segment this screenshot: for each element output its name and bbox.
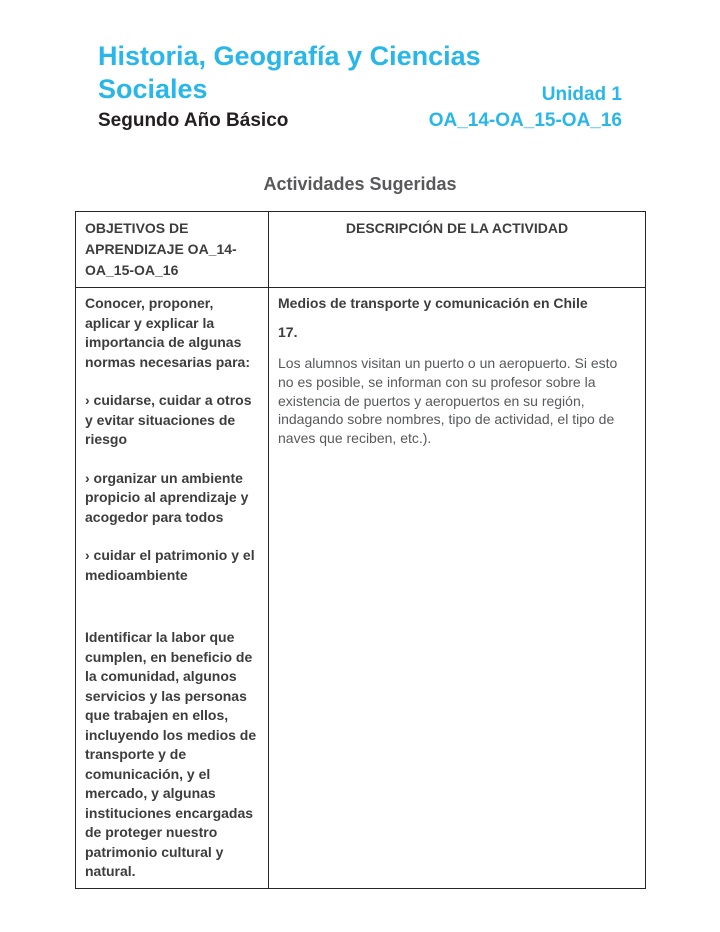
activity-topic-title: Medios de transporte y comunicación en Chile [278, 295, 588, 311]
column-header-objectives: OBJETIVOS DE APRENDIZAJE OA_14-OA_15-OA_16 [76, 212, 269, 288]
objective-bullet: › organizar un ambiente propicio al aprendizaje y acogedor para todos [85, 469, 249, 525]
activity-number: 17. [278, 324, 298, 340]
grade-level-label: Segundo Año Básico [98, 110, 289, 131]
section-title: Actividades Sugeridas [263, 174, 457, 194]
unit-label: Unidad 1 [541, 84, 622, 105]
activities-table [75, 211, 646, 889]
subject-title: Historia, Geografía y Ciencias Sociales [98, 41, 481, 104]
objectives-second-paragraph: Identificar la labor que cumplen, en beneficio de la comunidad, algunos servicios y las personas que trabajen en ellos, incluyendo los medios de transporte y de comunicación, y el mercado, y algunas instituciones encargadas de proteger nuestro patrimonio cultural y natural. [85, 629, 257, 879]
table-body-row [76, 288, 646, 889]
activity-description-cell [269, 288, 646, 889]
table-header-row [76, 212, 646, 288]
activity-description-text: Los alumnos visitan un puerto o un aeropuerto. Si esto no es posible, se informan con su profesor sobre la existencia de puertos y aeropuertos en su región, indagando sobre nombres, tipo de actividad, el tipo de naves que reciben, etc.). [278, 355, 618, 447]
oa-codes-label: OA_14-OA_15-OA_16 [428, 110, 622, 131]
document-header [0, 0, 720, 150]
objectives-cell [76, 288, 269, 889]
objectives-intro: Conocer, proponer, aplicar y explicar la importancia de algunas normas necesarias para: [85, 295, 250, 370]
column-header-description: DESCRIPCIÓN DE LA ACTIVIDAD [269, 212, 646, 288]
objective-bullet: › cuidar el patrimonio y el medioambiente [85, 547, 255, 583]
objective-bullet: › cuidarse, cuidar a otros y evitar situaciones de riesgo [85, 392, 252, 447]
